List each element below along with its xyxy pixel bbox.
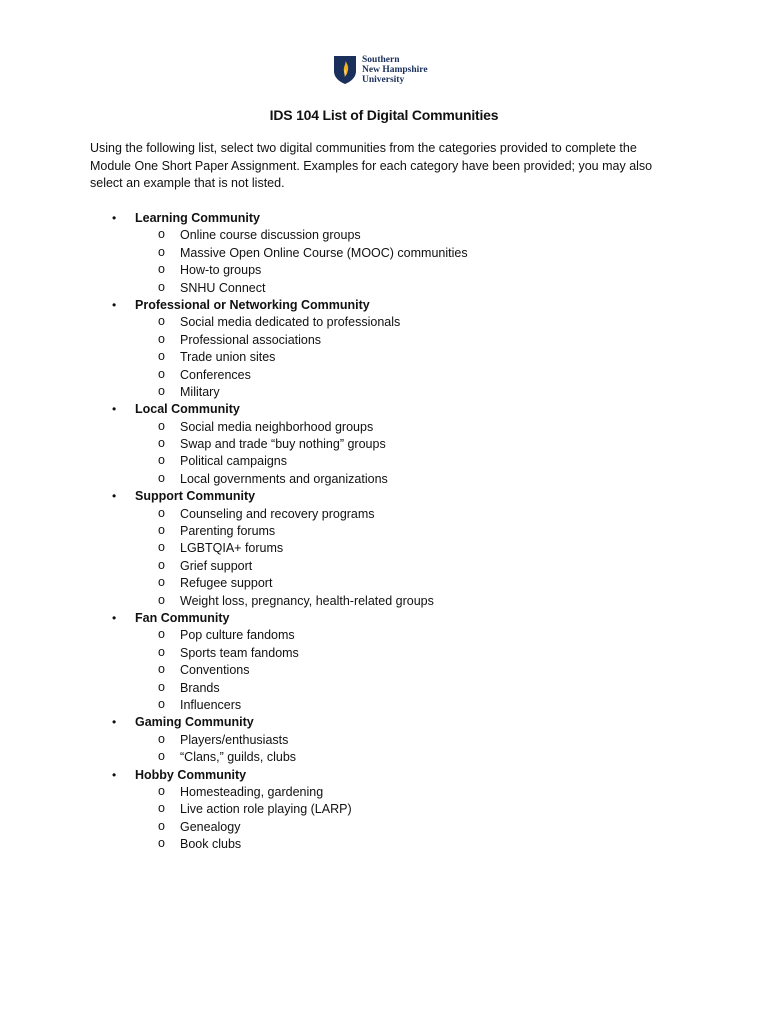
- bullet-icon: •: [112, 767, 117, 782]
- list-item-label: Brands: [180, 680, 220, 695]
- sub-bullet-icon: o: [158, 575, 165, 590]
- sub-bullet-icon: o: [158, 262, 165, 277]
- category-item: [0, 210, 768, 227]
- logo-wordmark: [362, 55, 428, 85]
- list-item: [0, 836, 768, 853]
- sub-bullet-icon: o: [158, 696, 165, 711]
- sub-bullet-icon: o: [158, 836, 165, 851]
- list-item: [0, 506, 768, 523]
- list-item: [0, 419, 768, 436]
- sub-bullet-icon: o: [158, 783, 165, 798]
- list-item: [0, 436, 768, 453]
- list-item-label: Online course discussion groups: [180, 228, 361, 243]
- list-item: [0, 384, 768, 401]
- sub-bullet-icon: o: [158, 627, 165, 642]
- sub-bullet-icon: o: [158, 731, 165, 746]
- list-item: [0, 680, 768, 697]
- bullet-icon: •: [112, 715, 117, 730]
- sub-bullet-icon: o: [158, 314, 165, 329]
- list-item: [0, 367, 768, 384]
- category-item: [0, 767, 768, 784]
- list-item: [0, 575, 768, 592]
- list-item: [0, 801, 768, 818]
- list-item: [0, 453, 768, 470]
- category-label: Fan Community: [135, 610, 230, 625]
- list-item-label: Genealogy: [180, 819, 241, 834]
- list-item: [0, 732, 768, 749]
- sub-bullet-icon: o: [158, 592, 165, 607]
- category-label: Local Community: [135, 402, 240, 417]
- bullet-icon: •: [112, 610, 117, 625]
- bullet-icon: •: [112, 297, 117, 312]
- category-label: Gaming Community: [135, 715, 254, 730]
- sub-bullet-icon: o: [158, 644, 165, 659]
- list-item-label: Weight loss, pregnancy, health-related groups: [180, 593, 434, 608]
- list-item-label: Homesteading, gardening: [180, 784, 324, 799]
- list-item-label: LGBTQIA+ forums: [180, 541, 284, 556]
- list-item: [0, 332, 768, 349]
- category-label: Learning Community: [135, 211, 261, 225]
- list-item-label: Conventions: [180, 663, 250, 678]
- bullet-icon: •: [112, 489, 117, 504]
- list-item-label: How-to groups: [180, 263, 262, 278]
- sub-bullet-icon: o: [158, 349, 165, 364]
- list-item-label: Grief support: [180, 558, 253, 573]
- bullet-icon: •: [112, 402, 117, 417]
- sub-bullet-icon: o: [158, 227, 165, 242]
- sub-bullet-icon: o: [158, 436, 165, 451]
- list-item: [0, 280, 768, 297]
- logo-line-1: Southern: [362, 55, 400, 65]
- list-item-label: Parenting forums: [180, 524, 276, 539]
- list-item-label: Local governments and organizations: [180, 471, 388, 486]
- category-label: Support Community: [135, 489, 256, 504]
- category-item: [0, 714, 768, 731]
- sub-bullet-icon: o: [158, 749, 165, 764]
- list-item: [0, 262, 768, 279]
- category-item: [0, 401, 768, 418]
- sub-bullet-icon: o: [158, 383, 165, 398]
- list-item-label: Influencers: [180, 697, 242, 712]
- list-item-label: Book clubs: [180, 837, 242, 852]
- sub-bullet-icon: o: [158, 801, 165, 816]
- sub-bullet-icon: o: [158, 818, 165, 833]
- list-item-label: Pop culture fandoms: [180, 628, 295, 643]
- list-item: [0, 314, 768, 331]
- sub-bullet-icon: o: [158, 453, 165, 468]
- list-item-label: SNHU Connect: [180, 280, 266, 295]
- list-item: [0, 593, 768, 610]
- sub-bullet-icon: o: [158, 470, 165, 485]
- snhu-logo: [333, 55, 428, 85]
- category-label: Professional or Networking Community: [135, 297, 370, 312]
- logo-line-2: New Hampshire: [362, 65, 428, 75]
- category-item: [0, 610, 768, 627]
- list-item: [0, 784, 768, 801]
- list-item: [0, 662, 768, 679]
- list-item: [0, 627, 768, 644]
- sub-bullet-icon: o: [158, 366, 165, 381]
- sub-bullet-icon: o: [158, 540, 165, 555]
- list-item-label: Refugee support: [180, 576, 273, 591]
- list-item: [0, 227, 768, 244]
- list-item-label: Social media dedicated to professionals: [180, 315, 401, 330]
- list-item-label: Political campaigns: [180, 454, 287, 469]
- sub-bullet-icon: o: [158, 331, 165, 346]
- community-list: [0, 210, 768, 853]
- category-label: Hobby Community: [135, 767, 247, 782]
- list-item-label: Conferences: [180, 367, 251, 382]
- sub-bullet-icon: o: [158, 505, 165, 520]
- intro-paragraph: Using the following list, select two digital communities from the categories provided to complete the Module One Short Paper Assignment. Examples for each category have been provided; you may also select an example that is not listed.: [90, 141, 653, 190]
- sub-bullet-icon: o: [158, 244, 165, 259]
- list-item-label: Players/enthusiasts: [180, 732, 289, 747]
- list-item: [0, 245, 768, 262]
- logo-line-3: University: [362, 75, 405, 85]
- list-item: [0, 819, 768, 836]
- list-item-label: Trade union sites: [180, 350, 276, 365]
- sub-bullet-icon: o: [158, 523, 165, 538]
- list-item-label: Military: [180, 384, 220, 399]
- list-item-label: Massive Open Online Course (MOOC) communities: [180, 245, 468, 260]
- category-item: [0, 297, 768, 314]
- list-item: [0, 645, 768, 662]
- list-item: [0, 558, 768, 575]
- list-item-label: Professional associations: [180, 332, 322, 347]
- list-item-label: Swap and trade “buy nothing” groups: [180, 437, 386, 452]
- sub-bullet-icon: o: [158, 662, 165, 677]
- shield-flame-icon: [333, 55, 357, 85]
- list-item-label: Counseling and recovery programs: [180, 506, 375, 521]
- sub-bullet-icon: o: [158, 679, 165, 694]
- list-item: [0, 540, 768, 557]
- sub-bullet-icon: o: [158, 418, 165, 433]
- list-item-label: Sports team fandoms: [180, 645, 299, 660]
- list-item: [0, 523, 768, 540]
- sub-bullet-icon: o: [158, 279, 165, 294]
- document-title: IDS 104 List of Digital Communities: [269, 107, 499, 123]
- list-item: [0, 471, 768, 488]
- list-item-label: “Clans,” guilds, clubs: [180, 750, 297, 765]
- bullet-icon: •: [112, 211, 117, 225]
- list-item: [0, 349, 768, 366]
- list-item-label: Social media neighborhood groups: [180, 419, 374, 434]
- list-item: [0, 749, 768, 766]
- category-item: [0, 488, 768, 505]
- list-item: [0, 697, 768, 714]
- list-item-label: Live action role playing (LARP): [180, 802, 352, 817]
- sub-bullet-icon: o: [158, 557, 165, 572]
